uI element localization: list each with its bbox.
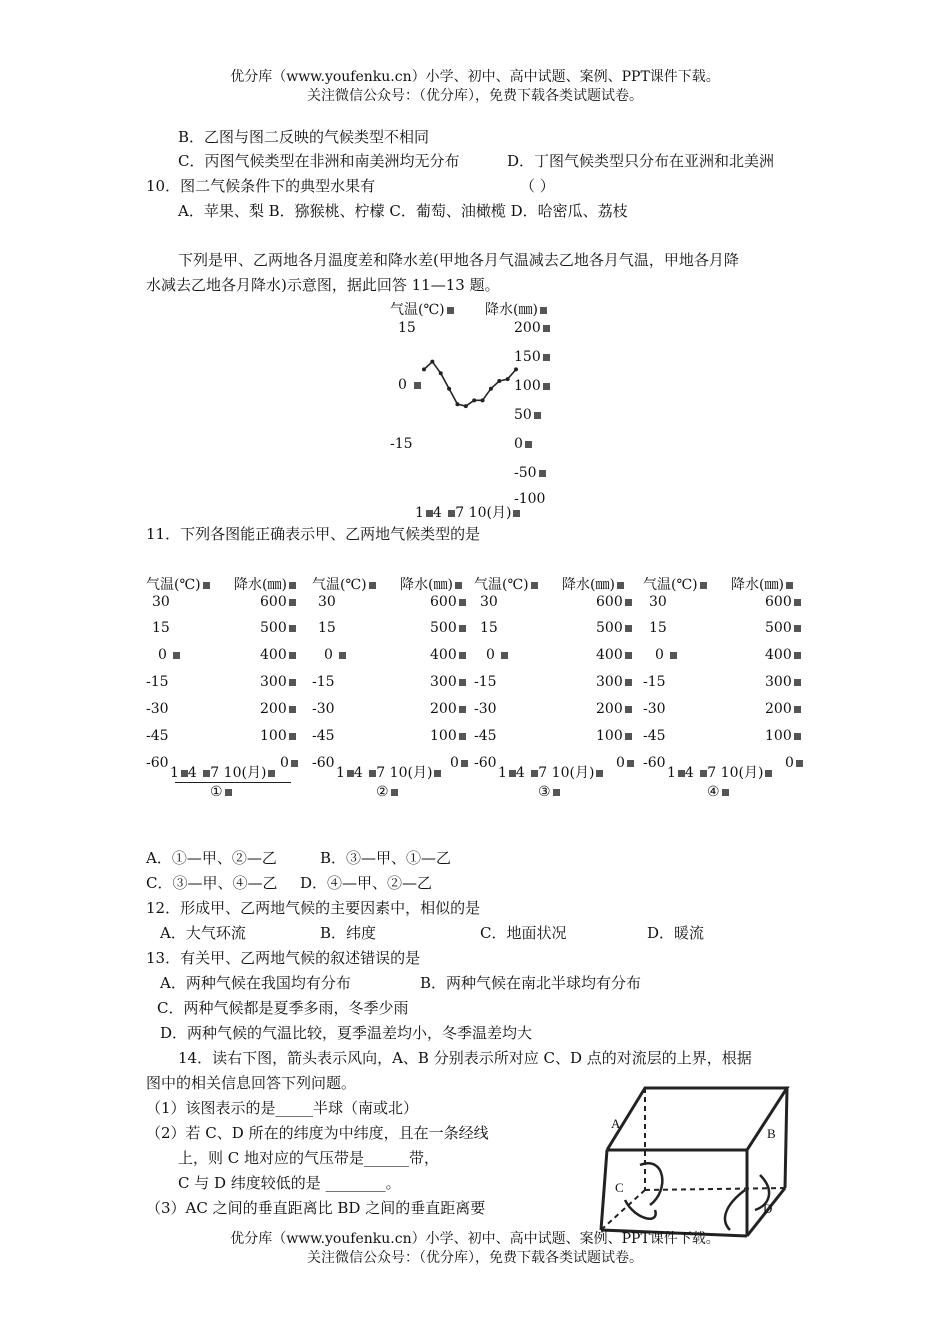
q9-option-d: D．丁图气候类型只分布在亚洲和北美洲 (507, 152, 775, 170)
temp-tick (655, 648, 677, 662)
q12-stem: 12．形成甲、乙两地气候的主要因素中，相似的是 (146, 899, 481, 917)
x-tick: 7 (210, 765, 220, 781)
precip-tick-text: 300 (765, 674, 792, 690)
x-tick: 4 (187, 765, 197, 781)
q14-stem-line-2: 图中的相关信息回答下列问题。 (146, 1074, 357, 1092)
temp-tick-text: 30 (649, 594, 667, 610)
precip-tick (430, 729, 466, 743)
temp-tick-text: -30 (643, 701, 666, 717)
precip-tick (260, 621, 296, 635)
chart-caption (376, 785, 398, 799)
q12-option-a: A．大气环流 (160, 924, 246, 942)
chart-temp-axis-label (146, 578, 210, 592)
temp-tick (643, 756, 666, 770)
chart-caption (210, 785, 232, 799)
precip-tick-text: 300 (260, 674, 287, 690)
temp-difference-point (430, 360, 434, 364)
precip-tick-text: 100 (260, 728, 287, 744)
precip-tick-text: 200 (596, 701, 623, 717)
precip-tick-text: 500 (430, 620, 457, 636)
temp-tick (152, 621, 170, 635)
temp-tick (649, 595, 667, 609)
x-axis-ticks: 1 4 7 10(月) (415, 506, 520, 520)
precip-tick (616, 756, 634, 770)
x-tick: 1 (336, 765, 345, 781)
temp-tick-text: 15 (649, 620, 667, 636)
x-tick: 1 (170, 765, 179, 781)
precip-tick-text: 100 (430, 728, 457, 744)
intro-line-2: 水减去乙地各月降水)示意图，据此回答 11—13 题。 (146, 276, 500, 294)
precip-tick: 200 (514, 321, 550, 335)
precip-tick (596, 702, 632, 716)
temp-tick: -15 (390, 436, 413, 452)
x-tick: 10 (223, 765, 242, 781)
chart-precip-axis-label (400, 578, 462, 592)
temp-tick-text: -15 (643, 674, 666, 690)
q11-option-a: A．①—甲、②—乙 (146, 849, 277, 867)
temp-tick (312, 729, 335, 743)
temp-tick-text: 30 (480, 594, 498, 610)
precip-tick (260, 702, 296, 716)
precip-tick (280, 756, 298, 770)
temp-difference-point (497, 379, 501, 383)
temp-tick-text: 30 (318, 594, 336, 610)
temp-tick-text: -15 (474, 674, 497, 690)
temp-difference-point (481, 398, 485, 402)
precip-tick (596, 648, 632, 662)
precip-tick (450, 756, 468, 770)
chart-caption (707, 785, 729, 799)
precip-tick: 100 (514, 379, 550, 393)
header-line-1: 优分库（www.youfenku.cn）小学、初中、高中试题、案例、PPT课件下载。 (230, 69, 720, 85)
x-tick: 7 (707, 765, 717, 781)
precip-tick-text: 600 (596, 594, 623, 610)
precip-tick (260, 595, 296, 609)
q13-option-c: C．两种气候都是夏季多雨，冬季少雨 (157, 999, 409, 1017)
temp-tick (318, 595, 336, 609)
precip-tick-text: 400 (260, 647, 287, 663)
x-tick: 7 (538, 765, 548, 781)
temp-tick-text: -60 (474, 755, 497, 771)
intro-line-1: 下列是甲、乙两地各月温度差和降水差(甲地各月气温减去乙地各月气温，甲地各月降 (178, 251, 739, 269)
precip-tick: -50 (514, 466, 546, 480)
temp-label-text: 气温(℃) (474, 577, 529, 593)
temp-tick: 15 (398, 320, 416, 336)
temp-tick-text: -60 (146, 755, 169, 771)
precip-tick-text: 100 (765, 728, 792, 744)
precip-tick (765, 621, 801, 635)
precip-tick-text: 200 (260, 701, 287, 717)
temp-tick (480, 621, 498, 635)
temp-tick (312, 756, 335, 770)
troposphere-box-figure (595, 1080, 795, 1240)
temp-tick-text: -45 (643, 728, 666, 744)
q14-part-2c: C 与 D 纬度较低的是 ________。 (178, 1174, 401, 1192)
q10-stem: 10．图二气候条件下的典型水果有 (146, 177, 376, 195)
footer-line-1: 优分库（www.youfenku.cn）小学、初中、高中试题、案例、PPT课件下载。 (230, 1231, 720, 1247)
temp-tick (146, 756, 169, 770)
temp-tick (312, 675, 335, 689)
precip-label-text: 降水(㎜) (400, 577, 453, 593)
temp-difference-curve (420, 345, 520, 425)
q12-option-d: D．暖流 (647, 924, 705, 942)
precip-tick (260, 729, 296, 743)
precip-label-text: 降水(㎜) (731, 577, 784, 593)
temp-difference-point (455, 402, 459, 406)
temp-tick-text: -60 (312, 755, 335, 771)
temp-tick-text: 15 (152, 620, 170, 636)
temp-tick (474, 702, 497, 716)
figure-label-d: D (763, 1201, 773, 1216)
q9-option-b: B．乙图与图二反映的气候类型不相同 (178, 128, 430, 146)
figure-label-a: A (611, 1116, 621, 1131)
temp-tick-text: -15 (312, 674, 335, 690)
q11-option-d: D．④—甲、②—乙 (300, 874, 433, 892)
temp-tick-text: 15 (480, 620, 498, 636)
temp-tick (486, 648, 508, 662)
precip-tick-text: 600 (260, 594, 287, 610)
precip-tick (765, 595, 801, 609)
temp-tick-text: 30 (152, 594, 170, 610)
temp-tick-text: -45 (146, 728, 169, 744)
precip-tick: 150 (514, 350, 550, 364)
temp-tick (474, 675, 497, 689)
chart-temp-axis-label (474, 578, 538, 592)
figure-label-b: B (767, 1126, 776, 1141)
precip-tick (596, 621, 632, 635)
x-tick: 4 (515, 765, 525, 781)
temp-tick (146, 729, 169, 743)
x-unit: (月) (241, 765, 267, 781)
precip-tick (765, 675, 801, 689)
precip-tick-text: 400 (430, 647, 457, 663)
precip-tick (785, 756, 803, 770)
x-unit: (月) (407, 765, 433, 781)
q14-part-1: （1）该图表示的是_____半球（南或北） (146, 1099, 419, 1117)
q10-answer-blank: （ ） (520, 177, 555, 195)
q11-option-c: C．③—甲、④—乙 (146, 874, 278, 892)
precip-tick (430, 621, 466, 635)
chart-precip-axis-label: 降水(㎜) (485, 303, 547, 317)
precip-tick (765, 702, 801, 716)
precip-tick (260, 648, 296, 662)
precip-tick-text: 600 (765, 594, 792, 610)
chart-temp-axis-label (643, 578, 707, 592)
temp-label-text: 气温(℃) (643, 577, 698, 593)
temp-tick (649, 621, 667, 635)
precip-tick-text: 600 (430, 594, 457, 610)
precip-tick (260, 675, 296, 689)
precip-tick (430, 675, 466, 689)
precip-tick (430, 648, 466, 662)
temp-tick (146, 675, 169, 689)
precip-tick (596, 675, 632, 689)
temp-tick-text: -45 (474, 728, 497, 744)
q14-part-2a: （2）若 C、D 所在的纬度为中纬度，且在一条经线 (146, 1124, 489, 1142)
x-tick: 7 (376, 765, 386, 781)
temp-tick (146, 702, 169, 716)
temp-tick-text: 0 (324, 647, 333, 663)
chart-precip-axis-label (731, 578, 793, 592)
temp-tick (152, 595, 170, 609)
caption-text: ③ (538, 784, 551, 800)
precip-tick-text: 200 (765, 701, 792, 717)
header-line-2: 关注微信公众号：（优分库），免费下载各类试题试卷。 (307, 88, 643, 104)
x-unit: (月) (738, 765, 764, 781)
caption-text: ② (376, 784, 389, 800)
temp-tick-text: 0 (655, 647, 664, 663)
temp-tick-text: -60 (643, 755, 666, 771)
precip-tick (596, 595, 632, 609)
temp-tick-text: 15 (318, 620, 336, 636)
precip-tick-text: 500 (765, 620, 792, 636)
temp-difference-line (424, 362, 516, 406)
precip-tick: 0 (514, 437, 532, 451)
q11-stem: 11．下列各图能正确表示甲、乙两地气候类型的是 (146, 525, 481, 543)
temp-tick-text: -45 (312, 728, 335, 744)
caption-text: ④ (707, 784, 720, 800)
temp-difference-point (447, 387, 451, 391)
chart-caption (538, 785, 560, 799)
precip-tick-text: 0 (280, 755, 289, 771)
chart-temp-axis-label (312, 578, 376, 592)
x-tick: 4 (684, 765, 694, 781)
x-unit: (月) (569, 765, 595, 781)
q13-stem: 13．有关甲、乙两地气候的叙述错误的是 (146, 949, 421, 967)
precip-tick (765, 648, 801, 662)
temp-difference-point (472, 398, 476, 402)
temp-tick-text: 0 (158, 647, 167, 663)
temp-tick (312, 702, 335, 716)
temp-difference-point (506, 377, 510, 381)
x-tick: 1 (498, 765, 507, 781)
temp-difference-point (422, 367, 426, 371)
q14-stem-line-1: 14．读右下图，箭头表示风向，A、B 分别表示所对应 C、D 点的对流层的上界，根据 (178, 1049, 752, 1067)
x-tick: 10 (389, 765, 408, 781)
temp-tick (480, 595, 498, 609)
precip-tick-text: 0 (616, 755, 625, 771)
precip-tick (430, 702, 466, 716)
temp-tick-text: -30 (146, 701, 169, 717)
q11-option-b: B．③—甲、①—乙 (320, 849, 452, 867)
precip-tick-text: 0 (450, 755, 459, 771)
q10-options: A．苹果、梨 B．猕猴桃、柠檬 C．葡萄、油橄榄 D．哈密瓜、荔枝 (178, 202, 628, 220)
precip-tick-text: 300 (596, 674, 623, 690)
q14-part-3: （3）AC 之间的垂直距离比 BD 之间的垂直距离要 (146, 1199, 486, 1217)
q12-option-b: B．纬度 (320, 924, 377, 942)
precip-tick-text: 500 (260, 620, 287, 636)
precip-label-text: 降水(㎜) (562, 577, 615, 593)
chart-underline (175, 782, 291, 783)
precip-tick-text: 500 (596, 620, 623, 636)
precip-tick (765, 729, 801, 743)
temp-tick (474, 756, 497, 770)
temp-difference-point (514, 367, 518, 371)
q13-option-b: B．两种气候在南北半球均有分布 (420, 974, 642, 992)
precip-tick-text: 400 (765, 647, 792, 663)
precip-tick-text: 300 (430, 674, 457, 690)
x-tick: 10 (720, 765, 739, 781)
x-axis-ticks (336, 766, 441, 780)
precip-tick: -100 (514, 491, 546, 507)
temp-label-text: 气温(℃) (146, 577, 201, 593)
temp-difference-point (464, 404, 468, 408)
temp-tick (158, 648, 180, 662)
x-tick: 10 (551, 765, 570, 781)
precip-label-text: 降水(㎜) (234, 577, 287, 593)
x-axis-ticks (498, 766, 603, 780)
precip-tick-text: 400 (596, 647, 623, 663)
precip-tick-text: 100 (596, 728, 623, 744)
precip-tick-text: 0 (785, 755, 794, 771)
q14-part-2b: 上，则 C 地对应的气压带是______带， (178, 1149, 440, 1167)
q12-option-c: C．地面状况 (480, 924, 567, 942)
temp-tick (474, 729, 497, 743)
temp-tick-text: -30 (312, 701, 335, 717)
temp-tick (324, 648, 346, 662)
temp-tick-text: 0 (486, 647, 495, 663)
precip-tick (430, 595, 466, 609)
figure-label-c: C (615, 1180, 624, 1195)
temp-label-text: 气温(℃) (312, 577, 367, 593)
temp-tick (643, 702, 666, 716)
temp-tick (643, 675, 666, 689)
x-tick: 4 (353, 765, 363, 781)
caption-text: ① (210, 784, 223, 800)
q9-option-c: C．丙图气候类型在非洲和南美洲均无分布 (178, 152, 460, 170)
footer-line-2: 关注微信公众号：（优分库），免费下载各类试题试卷。 (307, 1250, 643, 1266)
temp-difference-point (489, 387, 493, 391)
precip-tick (596, 729, 632, 743)
chart-precip-axis-label (234, 578, 296, 592)
temp-difference-point (439, 371, 443, 375)
chart-temp-axis-label: 气温(℃) (390, 303, 454, 317)
q13-option-a: A．两种气候在我国均有分布 (160, 974, 351, 992)
temp-tick-text: -15 (146, 674, 169, 690)
x-axis-ticks (170, 766, 275, 780)
q13-option-d: D．两种气候的气温比较，夏季温差均小，冬季温差均大 (160, 1024, 533, 1042)
chart-precip-axis-label (562, 578, 624, 592)
precip-tick-text: 200 (430, 701, 457, 717)
temp-tick (318, 621, 336, 635)
x-tick: 1 (667, 765, 676, 781)
temp-tick (643, 729, 666, 743)
x-axis-ticks (667, 766, 772, 780)
temp-tick: 0 (398, 378, 421, 392)
temp-tick-text: -30 (474, 701, 497, 717)
precip-tick: 50 (514, 408, 541, 422)
